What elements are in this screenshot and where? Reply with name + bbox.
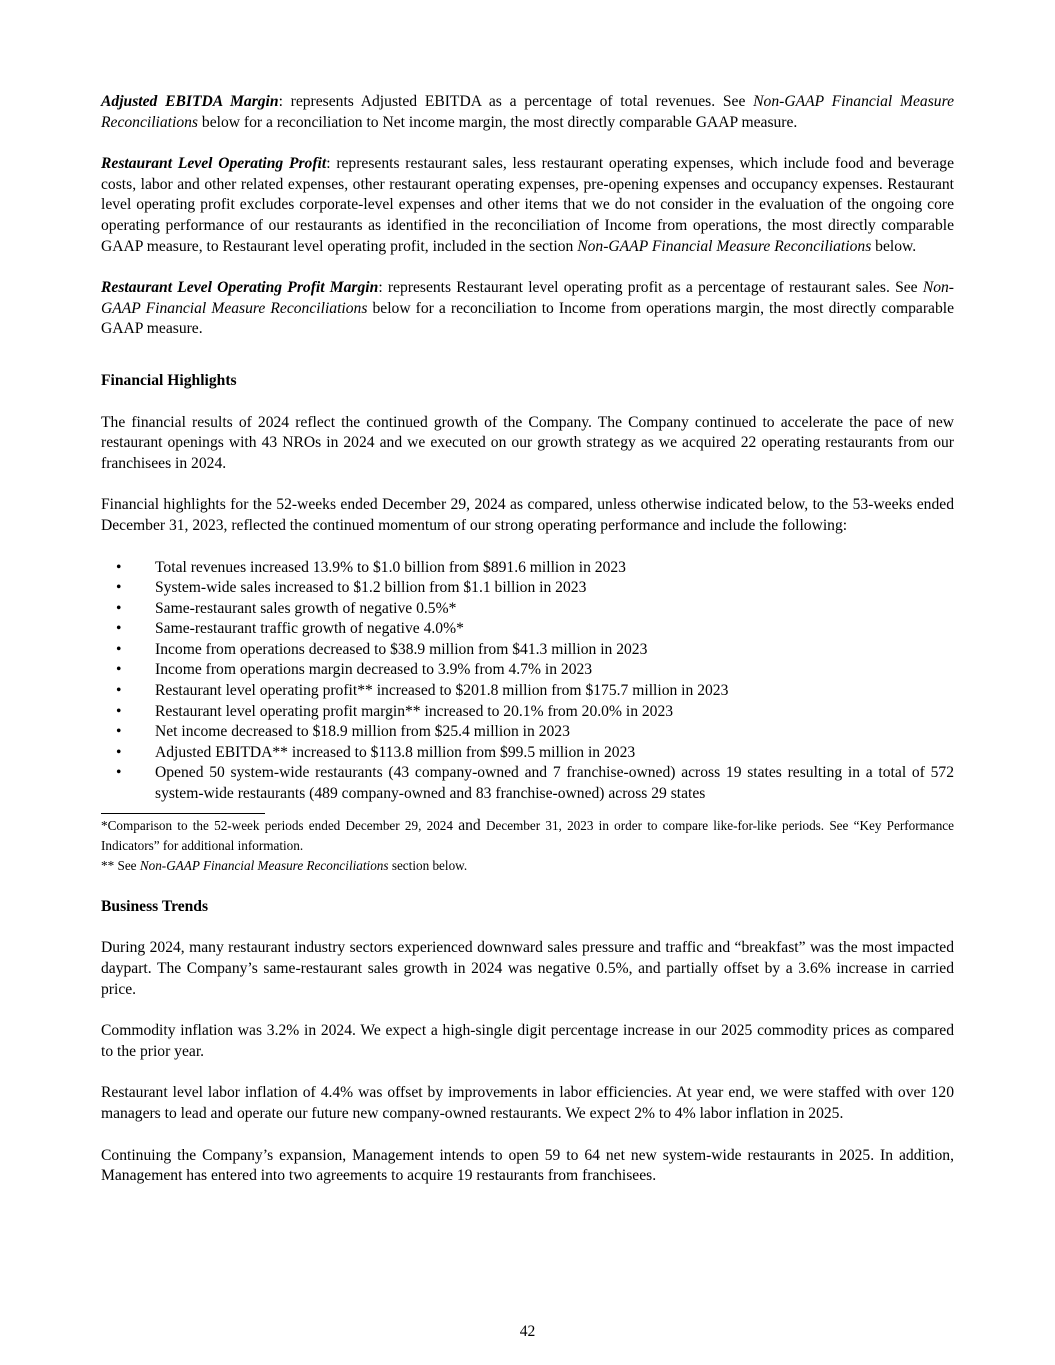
- list-item: [101, 558, 954, 579]
- definition-text: : represents Restaurant level operating profit as a percentage of restaurant sales. See: [378, 279, 923, 297]
- list-item: [101, 660, 954, 681]
- definition-term: Adjusted EBITDA Margin: [101, 93, 279, 110]
- list-item: [101, 681, 954, 702]
- bullet-icon: •: [116, 743, 122, 761]
- list-item: [101, 702, 954, 723]
- bullet-icon: •: [116, 661, 122, 679]
- list-item-text: Adjusted EBITDA** increased to $113.8 million from $99.5 million in 2023: [155, 743, 636, 761]
- reconciliation-reference: Non-GAAP Financial Measure Reconciliations: [577, 237, 872, 255]
- financial-highlights-summary: Financial highlights for the 52-weeks ended December 29, 2024 as compared, unless otherwise indicated below, to the 53-weeks ended December 31, 2023, reflected the continued momentum of our strong operating performance and include the following:: [101, 496, 954, 534]
- business-trends-heading: Business Trends: [101, 897, 209, 915]
- list-item-text: Opened 50 system-wide restaurants (43 company-owned and 7 franchise-owned) across 19 states resulting in a total of 572 system-wide restaurants (489 company-owned and 83 franchise-owned) across 29 states: [155, 764, 954, 803]
- bullet-icon: •: [116, 579, 122, 597]
- list-item: [101, 743, 954, 764]
- footnote-text: December 31, 2023 in order to compare like-for-like periods. See “Key Performance Indicators” for additional information.: [101, 817, 955, 854]
- definition-text: : represents restaurant sales, less restaurant operating expenses, which include food and beverage costs, labor and other related expenses, other restaurant operating expenses, pre-opening expenses and occupancy expenses. Restaurant level operating profit excludes corporate-level expenses and other items that we do not consider in the evaluation of the ongoing core operating performance of our restaurants as identified in the reconciliation of Income from operations, the most directly comparable GAAP measure, to Restaurant level operating profit, included in the section: [101, 155, 954, 255]
- bullet-icon: •: [116, 640, 122, 658]
- reconciliation-reference: Non-GAAP Financial Measure Reconciliations: [101, 279, 954, 317]
- document-page: [101, 92, 954, 1208]
- list-item-text: Restaurant level operating profit** increased to $201.8 million from $175.7 million in 2023: [155, 682, 729, 700]
- list-item-text: Net income decreased to $18.9 million from $25.4 million in 2023: [155, 723, 570, 741]
- list-item-text: Income from operations decreased to $38.9 million from $41.3 million in 2023: [155, 640, 648, 658]
- bullet-icon: •: [116, 620, 122, 638]
- bullet-icon: •: [116, 764, 122, 782]
- bullet-icon: •: [116, 723, 122, 741]
- business-trends-paragraph: During 2024, many restaurant industry sectors experienced downward sales pressure and traffic and “breakfast” was the most impacted daypart. The Company’s same-restaurant sales growth in 2024 was negative 0.5%, and partially offset by a 3.6% increase in carried price.: [101, 939, 954, 998]
- list-item-text: Same-restaurant sales growth of negative 0.5%*: [155, 599, 457, 617]
- bullet-icon: •: [116, 558, 122, 576]
- list-item: [101, 763, 954, 804]
- definition-adjusted-ebitda-margin: [101, 92, 954, 133]
- bullet-icon: •: [116, 599, 122, 617]
- definition-text: below.: [871, 237, 917, 255]
- definition-text: : represents Adjusted EBITDA as a percentage of total revenues. See: [278, 93, 754, 110]
- list-item-text: Restaurant level operating profit margin** increased to 20.1% from 20.0% in 2023: [155, 702, 674, 720]
- definition-term: Restaurant Level Operating Profit Margin: [101, 279, 379, 297]
- list-item-text: Income from operations margin decreased to 3.9% from 4.7% in 2023: [155, 661, 593, 679]
- list-item: [101, 578, 954, 599]
- footnote-text: ** See: [101, 858, 140, 874]
- footnote-non-gaap: [101, 856, 954, 876]
- footnotes: [101, 816, 954, 877]
- footnote-text: *Comparison to the 52-week periods ended December 29, 2024: [101, 817, 459, 833]
- list-item: [101, 722, 954, 743]
- footnote-text: and: [458, 816, 481, 834]
- list-item-text: System-wide sales increased to $1.2 billion from $1.1 billion in 2023: [155, 579, 587, 597]
- business-trends-paragraph: Restaurant level labor inflation of 4.4% was offset by improvements in labor efficiencies. At year end, we were staffed with over 120 managers to lead and operate our future new company-owned restaurants. We expect 2% to 4% labor inflation in 2025.: [101, 1084, 954, 1122]
- footnote-comparison: [101, 816, 954, 857]
- definition-restaurant-level-operating-profit-margin: [101, 278, 954, 340]
- financial-highlights-heading: Financial Highlights: [101, 371, 237, 389]
- business-trends-paragraph: Continuing the Company’s expansion, Management intends to open 59 to 64 net new system-wide restaurants in 2025. In addition, Management has entered into two agreements to acquire 19 restaurants from franchisees.: [101, 1146, 954, 1185]
- definition-text: below for a reconciliation to Income from operations margin, the most directly comparable GAAP measure.: [101, 299, 955, 338]
- definition-restaurant-level-operating-profit: [101, 154, 954, 257]
- financial-highlights-intro: The financial results of 2024 reflect the continued growth of the Company. The Company continued to accelerate the pace of new restaurant openings with 43 NROs in 2024 and we executed on our growth strategy as we acquired 22 operating restaurants from our franchisees in 2024.: [101, 413, 954, 472]
- footnote-text: section below.: [388, 858, 468, 874]
- list-item-text: Same-restaurant traffic growth of negative 4.0%*: [155, 620, 464, 638]
- business-trends-paragraph: Commodity inflation was 3.2% in 2024. We expect a high-single digit percentage increase in our 2025 commodity prices as compared to the prior year.: [101, 1022, 954, 1060]
- definition-text: below for a reconciliation to Net income margin, the most directly comparable GAAP measure.: [198, 113, 798, 131]
- list-item: [101, 599, 954, 620]
- bullet-icon: •: [116, 682, 122, 700]
- reconciliation-reference: Non-GAAP Financial Measure Reconciliations: [139, 858, 389, 874]
- financial-highlights-list: [101, 558, 954, 805]
- reconciliation-reference: Non-GAAP Financial Measure Reconciliations: [101, 93, 954, 131]
- page-number: 42: [519, 1323, 536, 1340]
- list-item: [101, 640, 954, 661]
- list-item: [101, 619, 954, 640]
- footnote-divider: [101, 813, 265, 814]
- definition-term: Restaurant Level Operating Profit: [101, 155, 327, 173]
- bullet-icon: •: [116, 702, 122, 720]
- list-item-text: Total revenues increased 13.9% to $1.0 billion from $891.6 million in 2023: [155, 558, 626, 576]
